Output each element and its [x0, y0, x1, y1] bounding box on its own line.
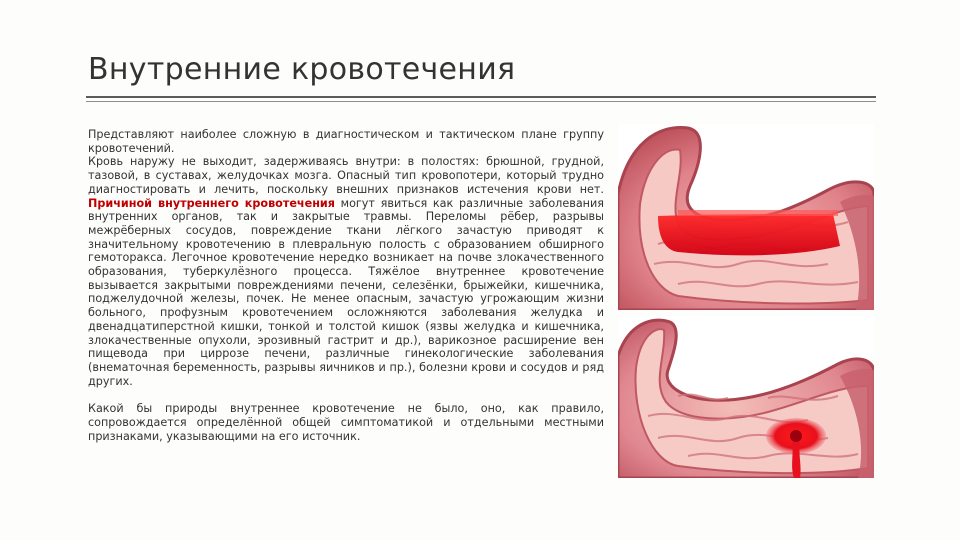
paragraph-2 [88, 155, 604, 388]
stomach-illustration-bottom [618, 316, 874, 478]
paragraph-3: Какой бы природы внутреннее кровотечение не было, оно, как правило, сопровождается определённой общей симптоматикой и отдельными местными признаками, указывающими на его источник. [88, 402, 604, 443]
highlight-cause: Причиной внутреннего кровотечения [88, 196, 335, 210]
stomach-bleeding-ulcer-icon [618, 316, 874, 478]
paragraph-1: Представляют наиболее сложную в диагностическом и тактическом плане группу кровотечений. [88, 128, 604, 155]
body-text [88, 128, 604, 443]
stomach-blood-pool-icon [618, 124, 874, 310]
stomach-illustration-top [618, 124, 874, 310]
paragraph-2-rest: могут явиться как различные заболевания внутренних органов, так и закрытые травмы. Переломы рёбер, разрывы межрёберных сосудов, повреждение ткани лёгкого зачастую приводят к значительному кровотечению в плевральную полость с образованием обширного гемоторакса. Легочное кровотечение нередко возникает на почве злокачественного образования, туберкулёзного процесса. Тяжёлое внутреннее кровотечение вызывается закрытыми повреждениями печени, селезёнки, брыжейки, кишечника, поджелудочной железы, почек. Не менее опасным, зачастую угрожающим жизни больного, профузным кровотечением осложняются заболевания желудка и двенадцатиперстной кишки, тонкой и толстой кишок (язвы желудка и кишечника, злокачественные опухоли, эрозивный гастрит и др.), варикозное расширение вен пищевода при циррозе печени, различные гинекологические заболевания (внематочная беременность, разрывы яичников и пр.), болезни крови и сосудов и ряд других. [88, 196, 604, 388]
slide-title: Внутренние кровотечения [88, 52, 516, 87]
paragraph-2-text: Кровь наружу не выходит, задерживаясь внутри: в полостях: брюшной, грудной, тазовой, в суставах, желудочках мозга. Опасный тип кровопотери, который трудно диагностировать и лечить, поскольку внешних признаков истечения крови нет. [88, 155, 604, 196]
title-divider-thin [86, 101, 876, 102]
title-divider [86, 96, 876, 98]
